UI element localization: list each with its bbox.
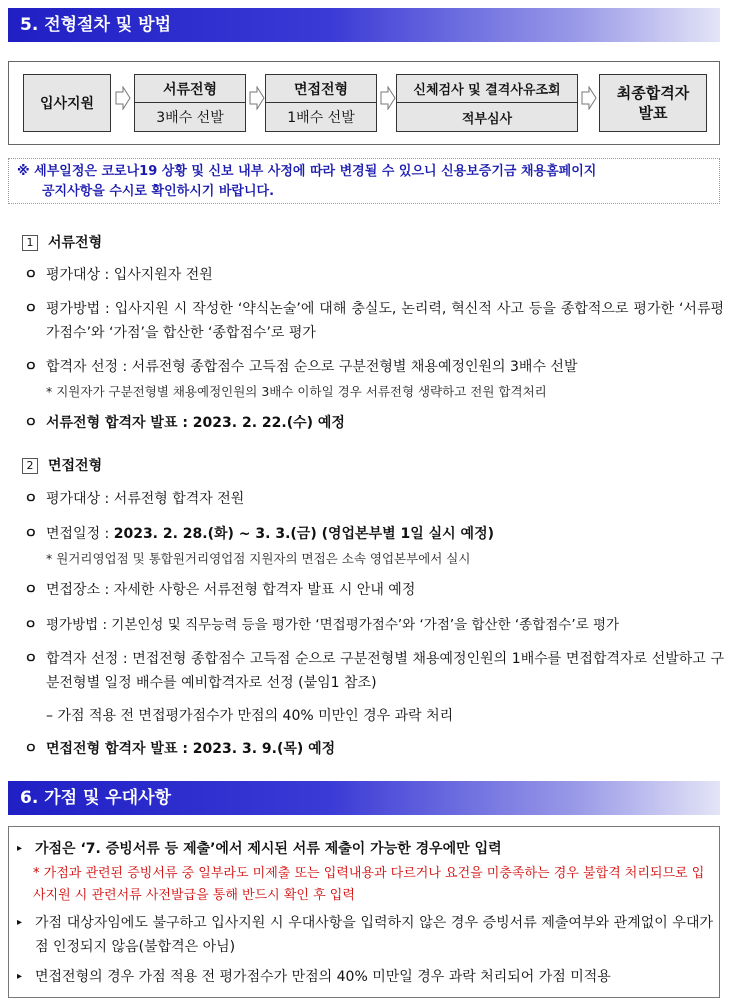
dash-note: – 가점 적용 전 면접평가점수가 만점의 40% 미만인 경우 과락 처리 (46, 708, 454, 724)
list-item-text: 평가방법 : 기본인성 및 직무능력 등을 평가한 ‘면접평가점수’와 ‘가점’을 합산한 ‘종합점수’로 평가 (46, 617, 620, 633)
list-item (24, 297, 724, 345)
process-flow (8, 61, 720, 145)
triangle-bullet-icon: ▸ (17, 843, 23, 854)
list-item-text: 합격자 선정 : 면접전형 종합점수 고득점 순으로 구분전형별 채용예정인원의 1배수를 면접합격자로 선발하고 구분전형별 일정 배수를 예비합격자로 선정 (붙임1 참조) (46, 651, 724, 691)
list-item (24, 578, 724, 602)
list-item (24, 613, 724, 637)
flow-step-interview (265, 74, 377, 132)
list-item-text (24, 522, 724, 546)
list-item-text: 합격자 선정 : 서류전형 종합점수 고득점 순으로 구분전형별 채용예정인원의 3배수 선발 (46, 359, 578, 375)
flow-step-document-sub: 3배수 선발 (156, 110, 224, 126)
arrow-right-icon (249, 86, 265, 110)
schedule-notice (8, 158, 720, 204)
circle-bullet-icon: ㅇ (24, 415, 38, 431)
triangle-bullet-icon: ▸ (17, 971, 23, 982)
list-item-text: 면접전형 합격자 발표 : 2023. 3. 9.(목) 예정 (46, 741, 336, 757)
interview-schedule-dates: 2023. 2. 28.(화) ~ 3. 3.(금) (영업본부별 1일 실시 예정) (113, 526, 494, 542)
bonus-item (17, 911, 713, 959)
subsection-document-title (22, 232, 102, 252)
flow-step-apply-label: 입사지원 (39, 96, 95, 112)
list-item (24, 487, 724, 511)
list-item (24, 647, 724, 695)
circle-bullet-icon: ㅇ (24, 301, 38, 317)
list-item (24, 263, 724, 287)
flow-step-final-label-2: 발표 (638, 104, 668, 122)
subsection-interview-title (22, 455, 102, 475)
list-item-text: 서류전형 합격자 발표 : 2023. 2. 22.(수) 예정 (46, 415, 345, 431)
number-box-icon: 2 (22, 458, 38, 474)
notice-line-2: 공지사항을 수시로 확인하시기 바랍니다. (42, 184, 275, 199)
flow-step-apply (23, 74, 111, 132)
circle-bullet-icon: ㅇ (24, 491, 38, 507)
circle-bullet-icon: ㅇ (24, 651, 38, 667)
flow-step-final-label-1: 최종합격자 (616, 84, 690, 102)
section-5-header: 5. 전형절차 및 방법 (8, 8, 720, 42)
circle-bullet-icon: ㅇ (24, 617, 38, 633)
list-item (24, 522, 724, 546)
flow-step-physical (396, 74, 578, 132)
bonus-item-text: 가점은 ‘7. 증빙서류 등 제출’에서 제시된 서류 제출이 가능한 경우에만 입력 (35, 841, 502, 857)
subsection-document-label: 서류전형 (48, 235, 103, 251)
circle-bullet-icon: ㅇ (24, 741, 38, 757)
notice-line-1: ※ 세부일정은 코로나19 상황 및 신보 내부 사정에 따라 변경될 수 있으니 신용보증기금 채용홈페이지 (17, 164, 597, 179)
circle-bullet-icon: ㅇ (24, 526, 38, 542)
subsection-interview-label: 면접전형 (48, 458, 103, 474)
bonus-box (8, 826, 720, 998)
bonus-item (17, 965, 713, 989)
interview-schedule-label: 면접일정 : (46, 526, 114, 542)
list-item (24, 355, 724, 379)
flow-step-physical-title: 신체검사 및 결격사유조회 (397, 75, 577, 103)
flow-step-interview-sub: 1배수 선발 (287, 110, 355, 126)
bonus-warning: * 가점과 관련된 증빙서류 중 일부라도 미제출 또는 입력내용과 다르거나 요건을 미충족하는 경우 불합격 처리되므로 입사지원 시 관련서류 사전발급을 통해 반드시 확인 후 입력 (33, 866, 705, 903)
flow-step-physical-sub: 적부심사 (461, 111, 513, 127)
bonus-item (17, 837, 713, 861)
bonus-item-text: 가점 대상자임에도 불구하고 입사지원 시 우대사항을 입력하지 않은 경우 증빙서류 제출여부와 관계없이 우대가점 인정되지 않음(불합격은 아님) (35, 915, 713, 955)
arrow-right-icon (380, 86, 396, 110)
flow-step-interview-title: 면접전형 (266, 75, 376, 103)
triangle-bullet-icon: ▸ (17, 917, 23, 928)
arrow-right-icon (581, 86, 597, 110)
list-item-text: 평가대상 : 입사지원자 전원 (46, 267, 213, 283)
list-item (24, 737, 724, 761)
list-item (24, 411, 724, 435)
list-item-text: 평가방법 : 입사지원 시 작성한 ‘약식논술’에 대해 충실도, 논리력, 혁신적 사고 등을 종합적으로 평가한 ‘서류평가점수’와 ‘가점’을 합산한 ‘종합점수’로 평가 (46, 301, 724, 341)
arrow-right-icon (115, 86, 131, 110)
number-box-icon: 1 (22, 235, 38, 251)
note-text: * 원거리영업점 및 통합원거리영업점 지원자의 면접은 소속 영업본부에서 실시 (46, 551, 471, 566)
flow-step-document-title: 서류전형 (135, 75, 245, 103)
circle-bullet-icon: ㅇ (24, 359, 38, 375)
circle-bullet-icon: ㅇ (24, 267, 38, 283)
section-6-header: 6. 가점 및 우대사항 (8, 781, 720, 815)
bonus-item-text: 면접전형의 경우 가점 적용 전 평가점수가 만점의 40% 미만일 경우 과락 처리되어 가점 미적용 (35, 969, 611, 985)
list-item-text: 평가대상 : 서류전형 합격자 전원 (46, 491, 245, 507)
flow-step-final (599, 74, 707, 132)
circle-bullet-icon: ㅇ (24, 582, 38, 598)
flow-step-document (134, 74, 246, 132)
note-text: * 지원자가 구분전형별 채용예정인원의 3배수 이하일 경우 서류전형 생략하고 전원 합격처리 (46, 384, 547, 399)
list-item-text: 면접장소 : 자세한 사항은 서류전형 합격자 발표 시 안내 예정 (46, 582, 416, 598)
